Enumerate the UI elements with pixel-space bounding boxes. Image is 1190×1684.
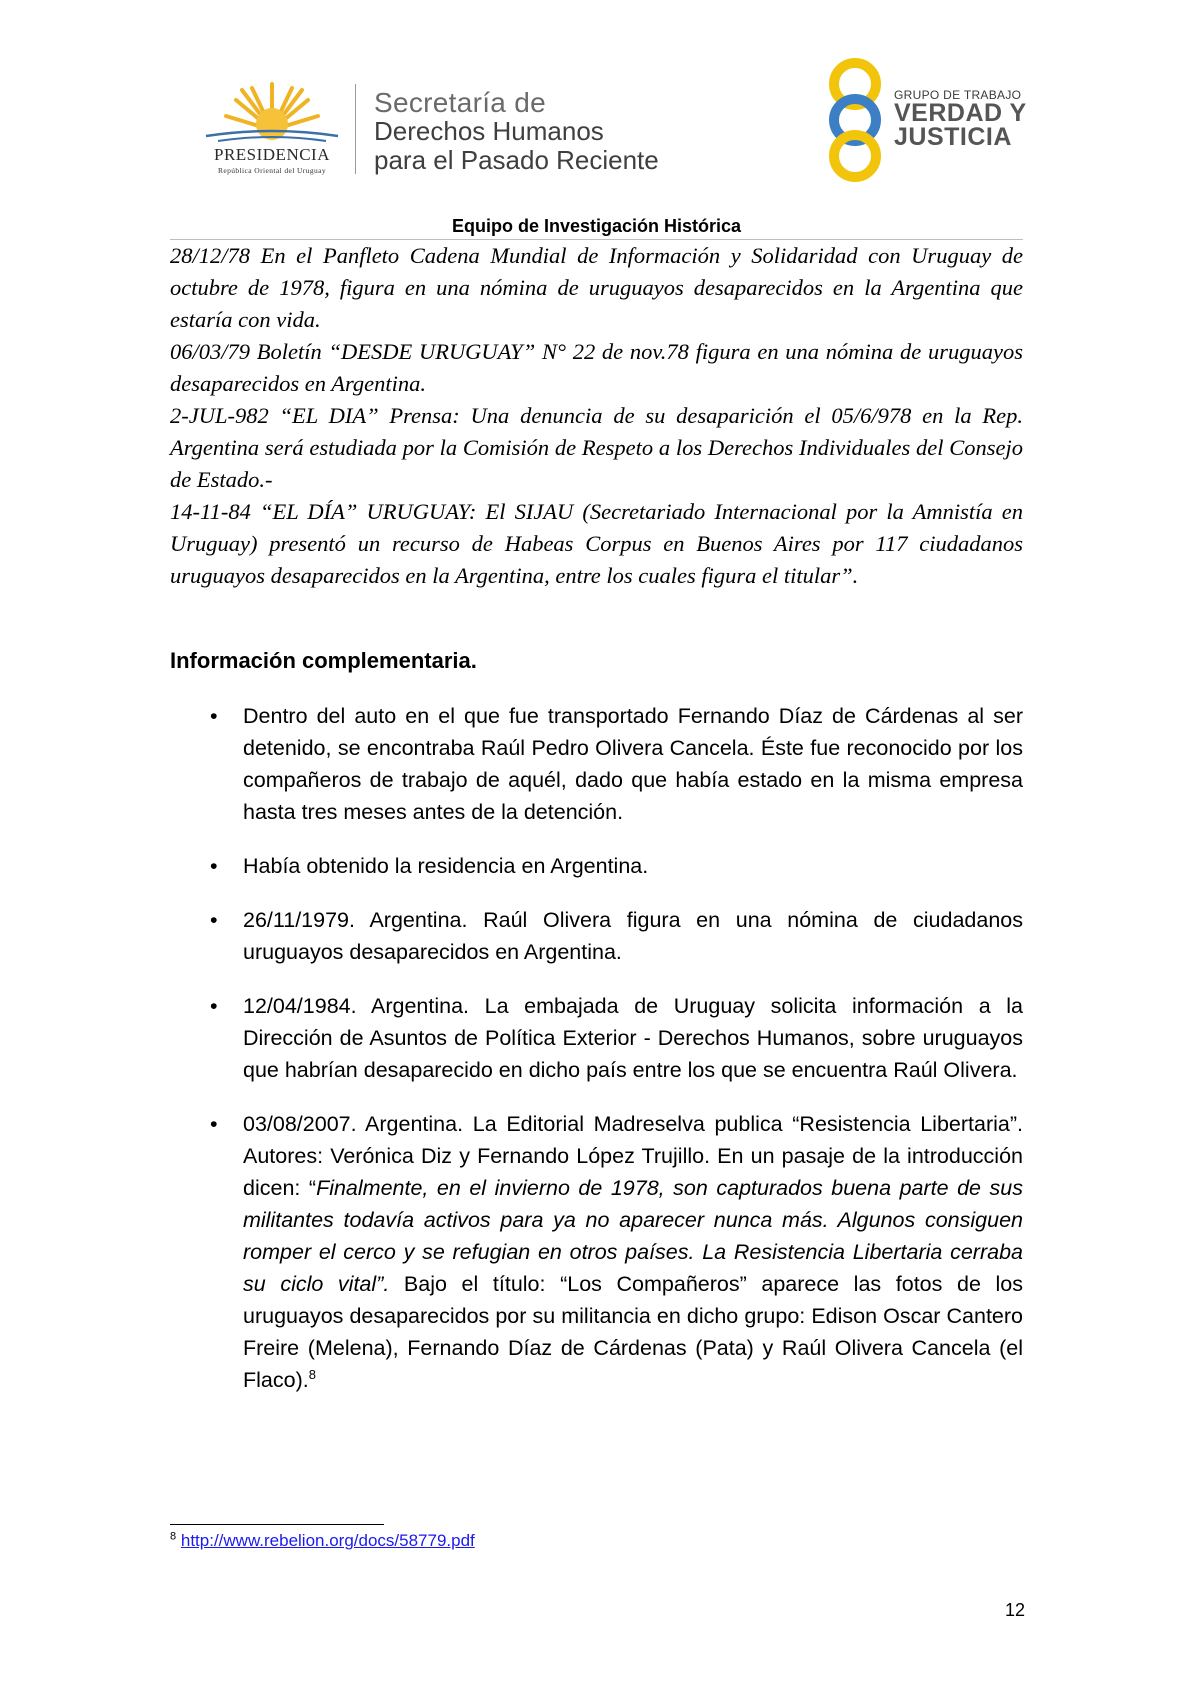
list-item-text: Dentro del auto en el que fue transportado Fernando Díaz de Cárdenas al ser detenido, se encontraba Raúl Pedro Olivera Cancela. Éste fue reconocido por los compañeros de trabajo de aquél, dado que había estado en la misma empresa hasta tres meses antes de la detención. xyxy=(243,704,1023,824)
footnote-reference[interactable]: 8 xyxy=(308,1366,316,1382)
book-quote: Finalmente, en el invierno de 1978, son capturados buena parte de sus militantes todavía activos para ya no aparecer nunca más. Algunos consiguen romper el cerco y se refugian en otros países. La Resistencia Libertaria cerraba su ciclo vital”. xyxy=(243,1176,1023,1296)
list-item xyxy=(170,1108,1023,1396)
grupo-trabajo-logo xyxy=(822,58,1032,183)
footnote-separator xyxy=(170,1524,384,1525)
verdad-justicia-title xyxy=(894,101,1027,149)
justicia-line: JUSTICIA xyxy=(894,123,1012,151)
secretaria-line1: Secretaría de xyxy=(374,87,546,118)
grupo-trabajo-label: GRUPO DE TRABAJO xyxy=(894,88,1022,102)
presidencia-logo xyxy=(196,78,348,178)
chronology-entry: 06/03/79 Boletín “DESDE URUGUAY” N° 22 de nov.78 figura en una nómina de uruguayos desaparecidos en Argentina. xyxy=(170,339,1023,396)
verdad-line: VERDAD Y xyxy=(894,99,1027,127)
list-item-text: Había obtenido la residencia en Argentina. xyxy=(243,854,649,878)
page-number: 12 xyxy=(1004,1600,1025,1620)
secretaria-line3: para el Pasado Reciente xyxy=(374,145,659,175)
sun-emblem-icon xyxy=(196,78,348,148)
chronology-entry: 2-JUL-982 “EL DIA” Prensa: Una denuncia de su desaparición el 05/6/978 en la Rep. Argentina será estudiada por la Comisión de Respeto a los Derechos Individuales del Consejo de Estado.- xyxy=(170,403,1023,492)
list-item-text: 26/11/1979. Argentina. Raúl Olivera figura en una nómina de ciudadanos uruguayos desaparecidos en Argentina. xyxy=(243,908,1023,964)
bullet-list xyxy=(170,700,1023,1418)
list-item xyxy=(170,850,1023,882)
list-item-text-before: 03/08/2007. Argentina. La Editorial Madreselva publica “Resistencia Libertaria”. Autores: Verónica Diz y Fernando López Trujillo. En un pasaje de la introducción dicen: “ xyxy=(243,1112,1023,1200)
presidencia-subtitle: República Oriental del Uruguay xyxy=(217,166,326,175)
section-title: Información complementaria. xyxy=(170,648,477,673)
footnote-number: 8 xyxy=(170,1530,177,1543)
page-header xyxy=(0,0,1190,220)
bullet-icon: • xyxy=(210,908,218,932)
bullet-icon: • xyxy=(210,704,218,728)
list-item-text-after: Bajo el título: “Los Compañeros” aparece las fotos de los uruguayos desaparecidos por su militancia en dicho grupo: Edison Oscar Cantero Freire (Melena), Fernando Díaz de Cárdenas (Pata) y Raúl Olivera Cancela (el Flaco). xyxy=(243,1272,1023,1392)
list-item xyxy=(170,990,1023,1086)
chronology-entries xyxy=(170,240,1023,592)
secretaria-line2: Derechos Humanos xyxy=(374,116,604,146)
running-header: Equipo de Investigación Histórica xyxy=(451,216,742,236)
list-item xyxy=(170,700,1023,828)
presidencia-title: PRESIDENCIA xyxy=(213,145,330,164)
bullet-icon: • xyxy=(210,1112,218,1136)
chain-rings-icon xyxy=(822,58,888,183)
list-item xyxy=(170,904,1023,968)
chronology-entry: 14-11-84 “EL DÍA” URUGUAY: El SIJAU (Secretariado Internacional por la Amnistía en Uruguay) presentó un recurso de Habeas Corpus en Buenos Aires por 117 ciudadanos uruguayos desaparecidos en la Argentina, entre los cuales figura el titular”. xyxy=(170,499,1023,588)
bullet-icon: • xyxy=(210,854,218,878)
footnote-link[interactable]: http://www.rebelion.org/docs/58779.pdf xyxy=(180,1531,475,1550)
list-item-text: 12/04/1984. Argentina. La embajada de Uruguay solicita información a la Dirección de Asuntos de Política Exterior - Derechos Humanos, sobre uruguayos que habrían desaparecido en dicho país entre los que se encuentra Raúl Olivera. xyxy=(243,994,1023,1082)
bullet-icon: • xyxy=(210,994,218,1018)
secretaria-logo-text xyxy=(374,88,659,175)
chronology-entry: 28/12/78 En el Panfleto Cadena Mundial de Información y Solidaridad con Uruguay de octubre de 1978, figura en una nómina de uruguayos desaparecidos en la Argentina que estaría con vida. xyxy=(170,243,1023,332)
logo-divider xyxy=(355,84,356,174)
footnote xyxy=(170,1531,475,1551)
